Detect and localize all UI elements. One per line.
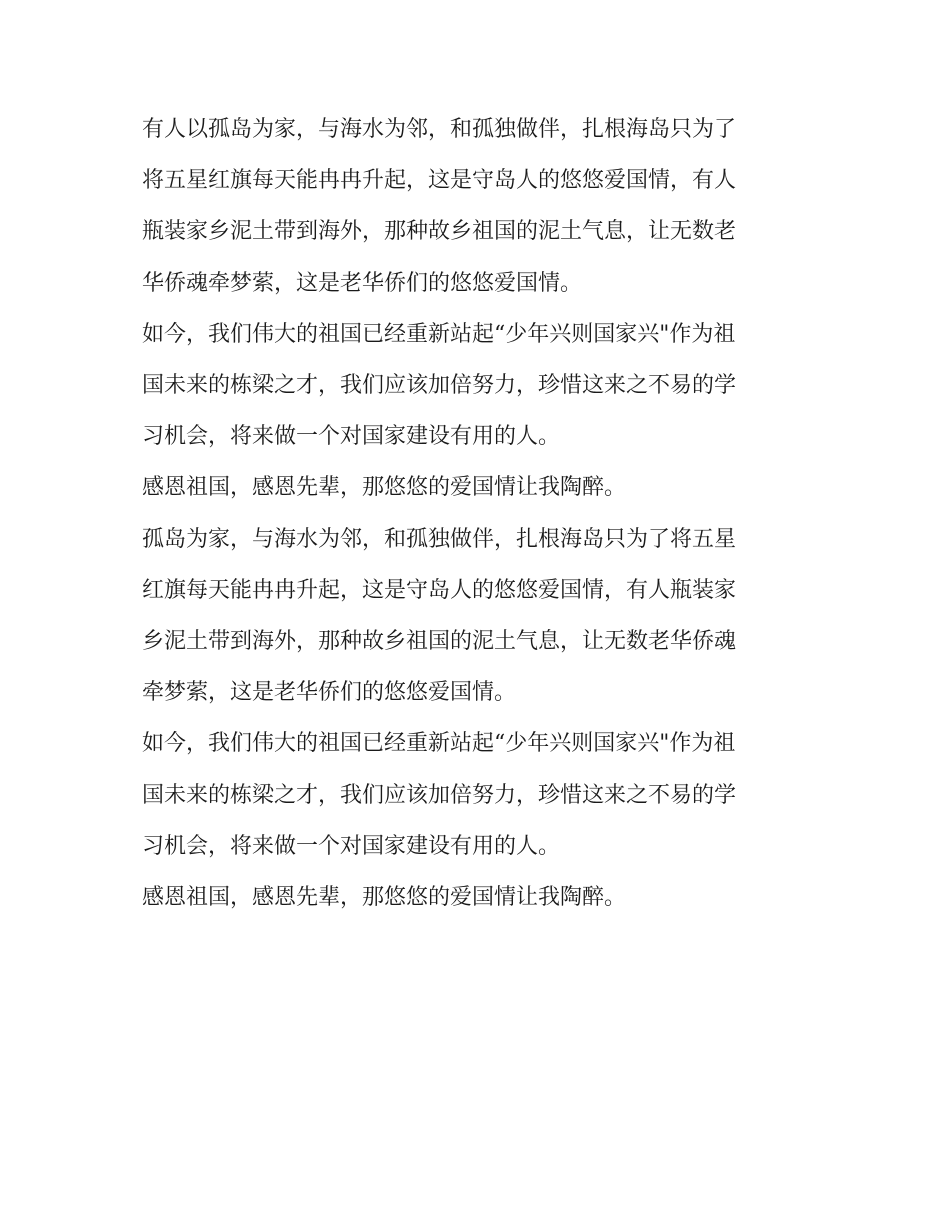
text-line: 如今，我们伟大的祖国已经重新站起“少年兴则国家兴"作为祖 (142, 321, 736, 347)
paragraph-2 (142, 309, 822, 463)
text-line: 国未来的栋梁之才，我们应该加倍努力，珍惜这来之不易的学 (142, 782, 737, 808)
text-line: 红旗每天能冉冉升起，这是守岛人的悠悠爱国情，有人瓶装家 (142, 577, 737, 603)
document-body (142, 104, 822, 923)
text-line: 感恩祖国，感恩先辈，那悠悠的爱国情让我陶醉。 (142, 885, 627, 911)
text-line: 华侨魂牵梦萦，这是老华侨们的悠悠爱国情。 (142, 270, 583, 296)
text-line: 有人以孤岛为家，与海水为邻，和孤独做伴，扎根海岛只为了 (142, 117, 737, 142)
paragraph-4 (142, 514, 822, 719)
text-line: 瓶装家乡泥土带到海外，那种故乡祖国的泥土气息，让无数老 (142, 219, 737, 245)
paragraph-1 (142, 104, 822, 309)
text-line: 习机会，将来做一个对国家建设有用的人。 (142, 424, 561, 450)
paragraph-6 (142, 872, 822, 923)
text-line: 习机会，将来做一个对国家建设有用的人。 (142, 833, 561, 859)
text-line: 乡泥土带到海外，那种故乡祖国的泥土气息，让无数老华侨魂 (142, 629, 737, 655)
paragraph-3 (142, 462, 822, 513)
text-line: 牵梦萦，这是老华侨们的悠悠爱国情。 (142, 680, 517, 706)
paragraph-5 (142, 718, 822, 872)
text-line: 如今，我们伟大的祖国已经重新站起“少年兴则国家兴"作为祖 (142, 731, 736, 757)
text-line: 感恩祖国，感恩先辈，那悠悠的爱国情让我陶醉。 (142, 475, 627, 501)
text-line: 将五星红旗每天能冉冉升起，这是守岛人的悠悠爱国情，有人 (142, 168, 737, 194)
text-line: 国未来的栋梁之才，我们应该加倍努力，珍惜这来之不易的学 (142, 373, 737, 399)
text-line: 孤岛为家，与海水为邻，和孤独做伴，扎根海岛只为了将五星 (142, 526, 737, 552)
